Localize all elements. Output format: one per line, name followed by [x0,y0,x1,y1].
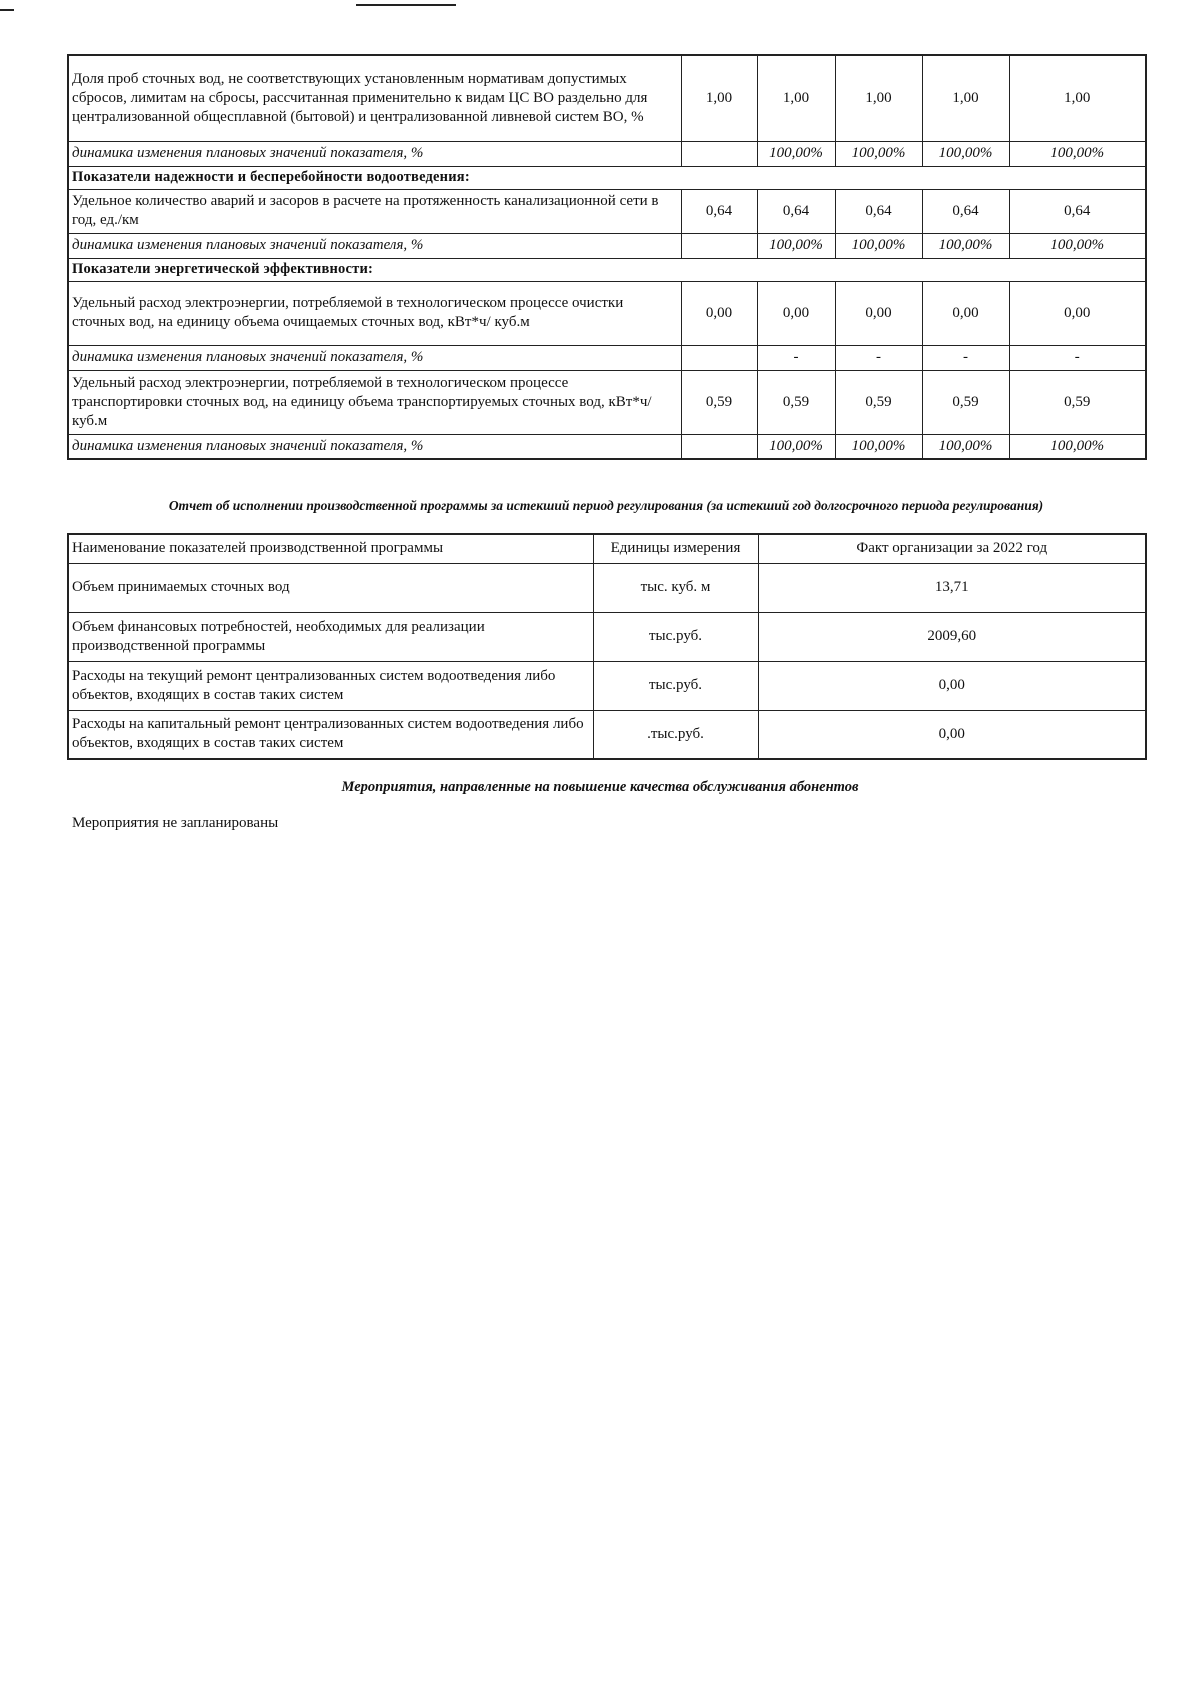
report-unit-cell: тыс. куб. м [593,563,758,612]
report-header-row [68,534,1146,563]
value-cell: 1,00 [922,55,1009,141]
value-cell [681,434,757,459]
report-fact-cell: 13,71 [758,563,1146,612]
value-cell: 0,59 [681,370,757,434]
value-cell: 0,00 [922,281,1009,345]
value-cell: 0,59 [835,370,922,434]
header-unit: Единицы измерения [593,534,758,563]
scan-artifact-line [356,4,456,6]
report-name-cell: Расходы на капитальный ремонт централизованных систем водоотведения либо объектов, входящих в состав таких систем [68,710,593,759]
indicator-label: Удельный расход электроэнергии, потребляемой в технологическом процессе транспортировки сточных вод, на единицу объема транспортируемых сточных вод, кВт*ч/ куб.м [68,370,681,434]
indicator-label: динамика изменения плановых значений показателя, % [68,141,681,166]
value-cell: 1,00 [1009,55,1146,141]
indicators-table [67,54,1147,460]
scan-artifact-line [0,9,14,11]
value-cell [681,141,757,166]
report-unit-cell: .тыс.руб. [593,710,758,759]
report-unit-cell: тыс.руб. [593,661,758,710]
report-unit-cell: тыс.руб. [593,612,758,661]
section-title: Показатели надежности и бесперебойности водоотведения: [68,166,1146,189]
value-cell: 0,64 [922,189,1009,233]
report-name-cell: Объем принимаемых сточных вод [68,563,593,612]
value-cell: 100,00% [922,141,1009,166]
value-cell: 100,00% [1009,141,1146,166]
dynamics-row [68,345,1146,370]
value-cell: 0,00 [757,281,835,345]
indicator-row [68,189,1146,233]
value-cell: 100,00% [922,434,1009,459]
report-heading: Отчет об исполнении производственной программы за истекший период регулирования (за истекший год долгосрочного периода регулирования) [168,498,1044,513]
value-cell: 100,00% [835,434,922,459]
indicator-label: динамика изменения плановых значений показателя, % [68,345,681,370]
section-header-row [68,258,1146,281]
report-name-cell: Расходы на текущий ремонт централизованных систем водоотведения либо объектов, входящих в состав таких систем [68,661,593,710]
value-cell: 100,00% [835,233,922,258]
report-fact-cell: 2009,60 [758,612,1146,661]
value-cell: 100,00% [757,434,835,459]
report-name-cell: Объем финансовых потребностей, необходимых для реализации производственной программы [68,612,593,661]
value-cell: - [1009,345,1146,370]
indicator-row [68,370,1146,434]
report-fact-cell: 0,00 [758,710,1146,759]
section-header-row [68,166,1146,189]
value-cell: - [922,345,1009,370]
report-row [68,563,1146,612]
indicator-row [68,55,1146,141]
value-cell: 0,64 [681,189,757,233]
measures-heading: Мероприятия, направленные на повышение качества обслуживания абонентов [341,779,859,795]
value-cell: 100,00% [757,141,835,166]
report-row [68,612,1146,661]
value-cell: 0,64 [1009,189,1146,233]
indicator-label: Доля проб сточных вод, не соответствующих установленным нормативам допустимых сбросов, лимитам на сбросы, рассчитанная применительно к видам ЦС ВО раздельно для централизованной общесплавной (бытовой) и централизованной ливневой систем ВО, % [68,55,681,141]
value-cell: 100,00% [1009,434,1146,459]
indicator-label: Удельный расход электроэнергии, потребляемой в технологическом процессе очистки сточных вод, на единицу объема очищаемых сточных вод, кВт*ч/ куб.м [68,281,681,345]
value-cell: 1,00 [681,55,757,141]
value-cell: 1,00 [835,55,922,141]
value-cell: 100,00% [922,233,1009,258]
measures-text: Мероприятия не запланированы [72,815,279,831]
value-cell [681,345,757,370]
dynamics-row [68,233,1146,258]
value-cell: 0,64 [757,189,835,233]
value-cell: 0,59 [1009,370,1146,434]
indicator-label: динамика изменения плановых значений показателя, % [68,233,681,258]
value-cell: - [835,345,922,370]
value-cell: 0,00 [681,281,757,345]
indicator-row [68,281,1146,345]
value-cell: 0,64 [835,189,922,233]
value-cell: 0,00 [835,281,922,345]
value-cell: 0,59 [922,370,1009,434]
report-table [67,533,1147,760]
section-title: Показатели энергетической эффективности: [68,258,1146,281]
value-cell: 0,00 [1009,281,1146,345]
header-name: Наименование показателей производственной программы [68,534,593,563]
header-fact: Факт организации за 2022 год [758,534,1146,563]
report-fact-cell: 0,00 [758,661,1146,710]
value-cell: 100,00% [757,233,835,258]
indicator-label: Удельное количество аварий и засоров в расчете на протяженность канализационной сети в год, ед./км [68,189,681,233]
value-cell: 1,00 [757,55,835,141]
dynamics-row [68,141,1146,166]
value-cell: 100,00% [835,141,922,166]
value-cell [681,233,757,258]
report-row [68,710,1146,759]
report-row [68,661,1146,710]
dynamics-row [68,434,1146,459]
indicator-label: динамика изменения плановых значений показателя, % [68,434,681,459]
value-cell: 100,00% [1009,233,1146,258]
value-cell: - [757,345,835,370]
value-cell: 0,59 [757,370,835,434]
